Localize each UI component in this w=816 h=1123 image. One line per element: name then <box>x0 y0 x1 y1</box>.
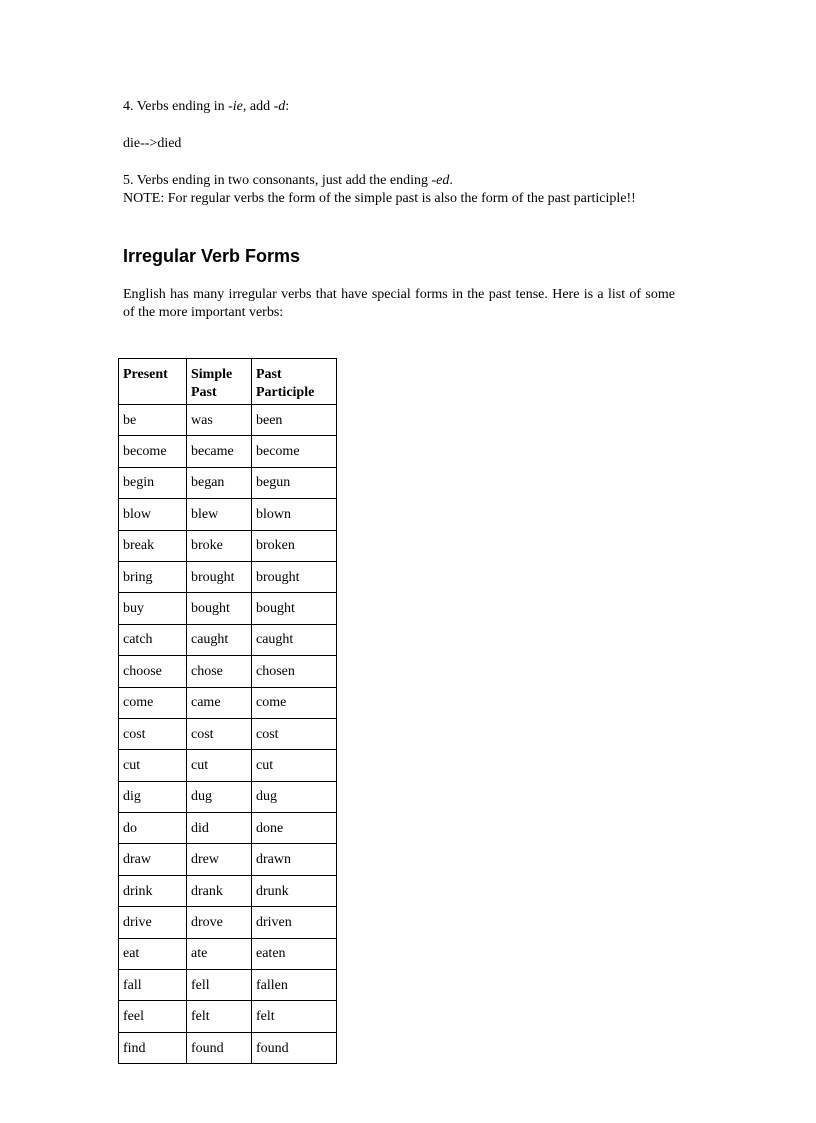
past-participle-cell: done <box>252 813 337 844</box>
table-row <box>119 561 337 592</box>
past-participle-cell: drawn <box>252 844 337 875</box>
past-participle-cell: bought <box>252 593 337 624</box>
past-participle-cell: drunk <box>252 875 337 906</box>
table-row <box>119 467 337 498</box>
table-row <box>119 781 337 812</box>
present-cell: choose <box>119 656 187 687</box>
table-row <box>119 844 337 875</box>
simple-past-cell: began <box>187 467 252 498</box>
rule-4-middle: , add <box>242 99 274 114</box>
simple-past-cell: cost <box>187 718 252 749</box>
table-row <box>119 907 337 938</box>
past-participle-cell: felt <box>252 1001 337 1032</box>
column-header-present: Present <box>119 359 187 405</box>
table-row <box>119 687 337 718</box>
past-participle-cell: blown <box>252 499 337 530</box>
table-row <box>119 436 337 467</box>
past-participle-cell: brought <box>252 561 337 592</box>
past-participle-cell: cut <box>252 750 337 781</box>
past-participle-cell: become <box>252 436 337 467</box>
past-participle-cell: come <box>252 687 337 718</box>
present-cell: cost <box>119 718 187 749</box>
rule-5-prefix: 5. Verbs ending in two consonants, just add the ending <box>123 173 432 188</box>
rule-4-ending: -ie <box>228 99 243 114</box>
past-participle-cell: driven <box>252 907 337 938</box>
present-cell: break <box>119 530 187 561</box>
table-row <box>119 970 337 1001</box>
table-row <box>119 875 337 906</box>
simple-past-cell: caught <box>187 624 252 655</box>
simple-past-cell: drove <box>187 907 252 938</box>
past-participle-cell: caught <box>252 624 337 655</box>
table-row <box>119 750 337 781</box>
past-participle-cell: broken <box>252 530 337 561</box>
present-cell: blow <box>119 499 187 530</box>
intro-paragraph: English has many irregular verbs that have special forms in the past tense. Here is a list of some of the more important verbs: <box>123 287 675 320</box>
past-participle-cell: cost <box>252 718 337 749</box>
rule-4-example: die-->died <box>123 136 182 151</box>
present-cell: become <box>119 436 187 467</box>
table-row <box>119 718 337 749</box>
present-cell: dig <box>119 781 187 812</box>
present-cell: begin <box>119 467 187 498</box>
rule-4-add: -d <box>273 99 286 114</box>
rule-4-suffix: : <box>285 99 290 114</box>
present-cell: catch <box>119 624 187 655</box>
table-row <box>119 938 337 969</box>
present-cell: eat <box>119 938 187 969</box>
table-row <box>119 593 337 624</box>
table-row <box>119 499 337 530</box>
simple-past-cell: chose <box>187 656 252 687</box>
simple-past-cell: ate <box>187 938 252 969</box>
present-cell: drive <box>119 907 187 938</box>
table-row <box>119 813 337 844</box>
present-cell: fall <box>119 970 187 1001</box>
simple-past-cell: was <box>187 405 252 436</box>
simple-past-cell: drew <box>187 844 252 875</box>
table-row <box>119 405 337 436</box>
simple-past-cell: bought <box>187 593 252 624</box>
past-participle-cell: been <box>252 405 337 436</box>
table-row <box>119 1001 337 1032</box>
simple-past-cell: became <box>187 436 252 467</box>
past-participle-cell: begun <box>252 467 337 498</box>
present-cell: do <box>119 813 187 844</box>
column-header-simple-past: Simple Past <box>187 359 252 405</box>
simple-past-cell: blew <box>187 499 252 530</box>
past-participle-cell: fallen <box>252 970 337 1001</box>
simple-past-cell: broke <box>187 530 252 561</box>
simple-past-cell: felt <box>187 1001 252 1032</box>
note-text: NOTE: For regular verbs the form of the simple past is also the form of the past participle!! <box>123 191 636 206</box>
simple-past-cell: did <box>187 813 252 844</box>
simple-past-cell: came <box>187 687 252 718</box>
present-cell: cut <box>119 750 187 781</box>
table-row <box>119 1032 337 1063</box>
present-cell: be <box>119 405 187 436</box>
present-cell: find <box>119 1032 187 1063</box>
present-cell: bring <box>119 561 187 592</box>
simple-past-cell: fell <box>187 970 252 1001</box>
rule-5-suffix: . <box>449 173 453 188</box>
table-header-row <box>119 359 337 405</box>
simple-past-cell: drank <box>187 875 252 906</box>
present-cell: come <box>119 687 187 718</box>
present-cell: buy <box>119 593 187 624</box>
present-cell: feel <box>119 1001 187 1032</box>
rule-4-text <box>123 98 289 116</box>
simple-past-cell: found <box>187 1032 252 1063</box>
past-participle-cell: found <box>252 1032 337 1063</box>
past-participle-cell: dug <box>252 781 337 812</box>
simple-past-cell: cut <box>187 750 252 781</box>
table-row <box>119 656 337 687</box>
rule-5-ending: -ed <box>431 173 450 188</box>
table-row <box>119 624 337 655</box>
simple-past-cell: dug <box>187 781 252 812</box>
simple-past-cell: brought <box>187 561 252 592</box>
rule-4-prefix: 4. Verbs ending in <box>123 99 229 114</box>
past-participle-cell: chosen <box>252 656 337 687</box>
column-header-past-participle: Past Participle <box>252 359 337 405</box>
irregular-verbs-table <box>118 358 337 1064</box>
present-cell: draw <box>119 844 187 875</box>
table-row <box>119 530 337 561</box>
section-heading: Irregular Verb Forms <box>123 246 301 266</box>
past-participle-cell: eaten <box>252 938 337 969</box>
present-cell: drink <box>119 875 187 906</box>
rule-5-text <box>123 172 453 190</box>
table-body <box>119 405 337 1064</box>
